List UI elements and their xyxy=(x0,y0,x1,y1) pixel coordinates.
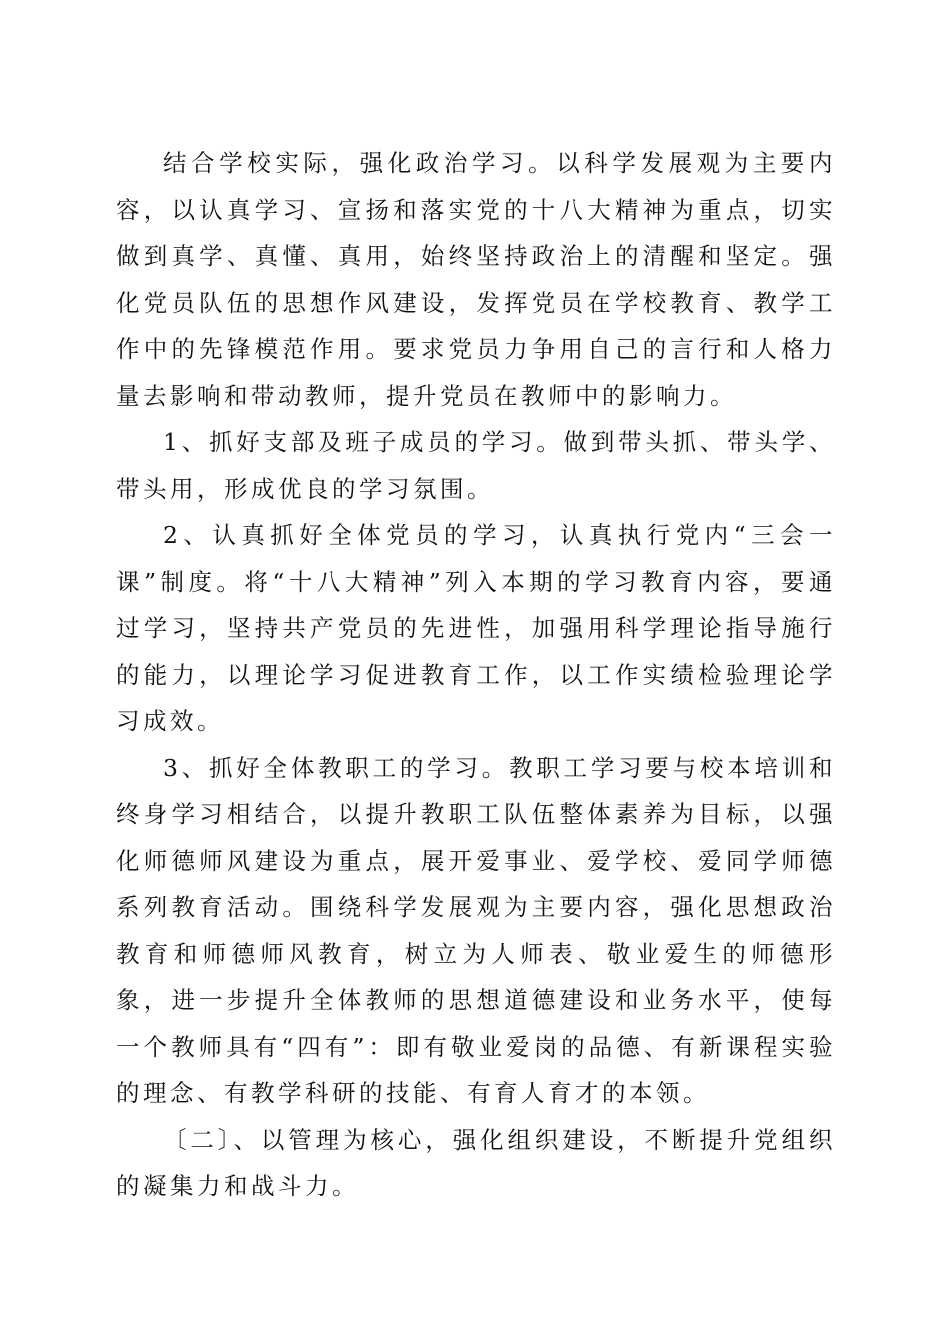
paragraph-item-3: 3、抓好全体教职工的学习。教职工学习要与校本培训和终身学习相结合，以提升教职工队伍整体素养为目标，以强化师德师风建设为重点，展开爱事业、爱学校、爱同学师德系列教育活动。围绕科学发展观为主要内容，强化思想政治教育和师德师风教育，树立为人师表、敬业爱生的师德形象，进一步提升全体教师的思想道德建设和业务水平，使每一个教师具有“四有”：即有敬业爱岗的品德、有新课程实验的理念、有教学科研的技能、有育人育才的本领。 xyxy=(116,753,836,1107)
paragraph-political-study: 结合学校实际，强化政治学习。以科学发展观为主要内容，以认真学习、宣扬和落实党的十八大精神为重点，切实做到真学、真懂、真用，始终坚持政治上的清醒和坚定。强化党员队伍的思想作风建设，发挥党员在学校教育、教学工作中的先锋模范作用。要求党员力争用自己的言行和人格力量去影响和带动教师，提升党员在教师中的影响力。 xyxy=(116,149,836,410)
document-body xyxy=(116,140,836,1210)
paragraph-item-1: 1、抓好支部及班子成员的学习。做到带头抓、带头学、带头用，形成优良的学习氛围。 xyxy=(116,428,836,503)
paragraph-section-2-heading: 〔二〕、以管理为核心，强化组织建设，不断提升党组织的凝集力和战斗力。 xyxy=(116,1125,836,1200)
paragraph-item-2: 2、认真抓好全体党员的学习，认真执行党内“三会一课”制度。将“十八大精神”列入本期的学习教育内容，要通过学习，坚持共产党员的先进性，加强用科学理论指导施行的能力，以理论学习促进教育工作，以工作实绩检验理论学习成效。 xyxy=(116,521,836,735)
